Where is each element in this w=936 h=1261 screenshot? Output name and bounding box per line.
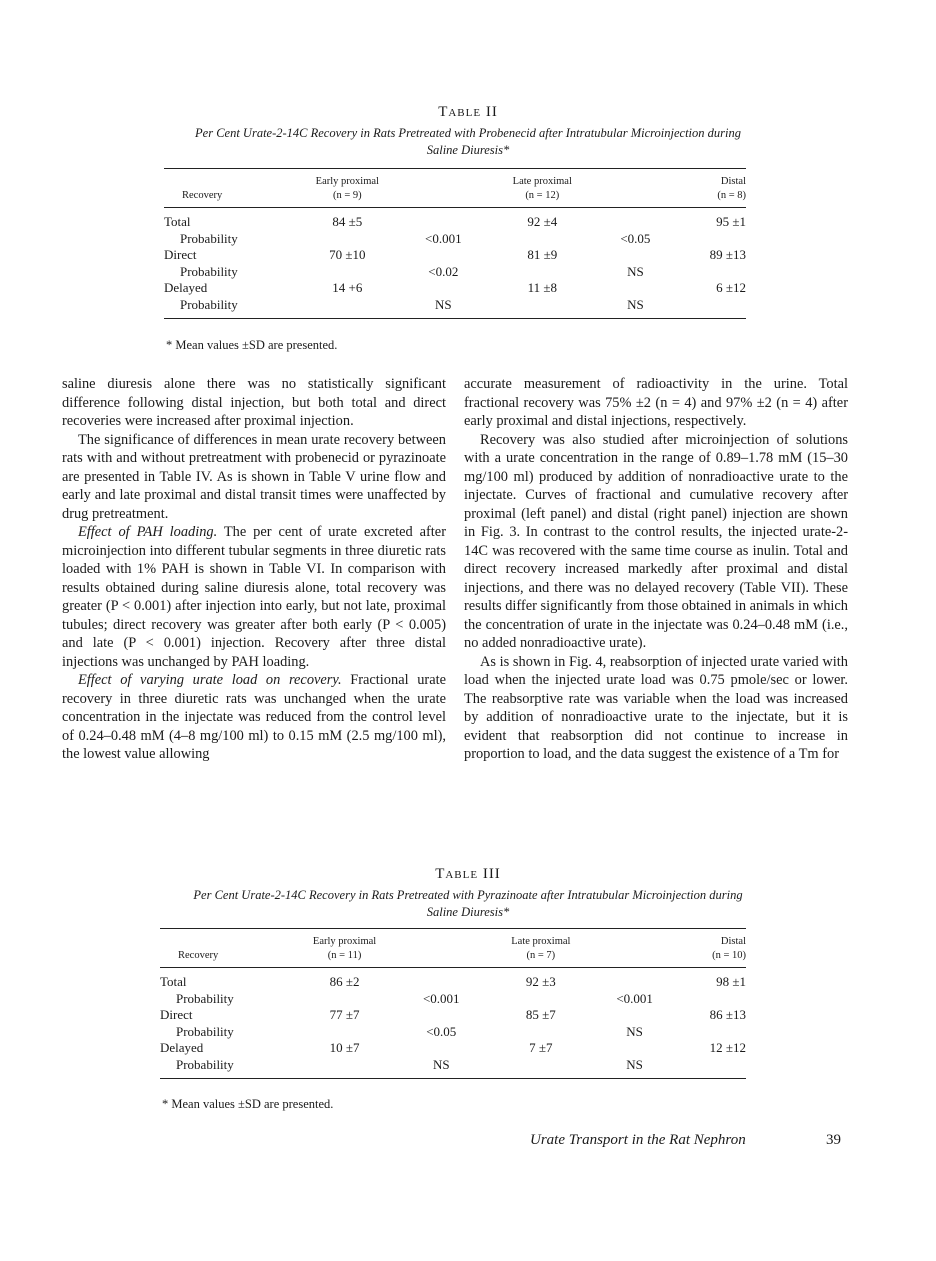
distal-value: 6 ±12 (716, 280, 746, 296)
distal-value: 95 ±1 (716, 214, 746, 229)
early-proximal-value: 86 ±2 (329, 974, 360, 989)
table-3-footnote: * Mean values ±SD are presented. (162, 1097, 334, 1111)
early-proximal-value (289, 991, 400, 1008)
header-blank (600, 169, 670, 208)
row-label: Probability (176, 990, 234, 1006)
table-title: Per Cent Urate-2-14C Recovery in Rats Pretreated with Probenecid after Intratubular Microinjection during Saline Diuresis* (195, 126, 741, 157)
header-row (160, 929, 746, 968)
early-proximal-value: 14 +6 (332, 280, 363, 296)
table-row (160, 1007, 746, 1024)
probability-early-vs-late (400, 968, 482, 991)
late-proximal-value (484, 264, 600, 281)
table-2-caption (0, 104, 936, 159)
header-recovery: Recovery (164, 169, 292, 208)
late-proximal-value: 81 ±9 (527, 247, 558, 263)
left-text-column (62, 375, 446, 764)
early-proximal-value: 77 ±7 (329, 1007, 360, 1023)
early-proximal-value (292, 231, 403, 248)
probability-early-vs-late (403, 247, 484, 264)
distal-value (670, 297, 746, 318)
early-proximal-value (292, 297, 403, 318)
table-row (164, 280, 746, 297)
row-label: Direct (164, 247, 197, 263)
header-early-proximal: Early proximal (n = 9) (292, 169, 403, 208)
table-row (160, 1024, 746, 1041)
late-proximal-value: 85 ±7 (525, 1007, 556, 1023)
paragraph: saline diuresis alone there was no statistically significant difference following distal injection, but both total and direct recoveries were increased after proximal injection. (62, 376, 446, 429)
probability-late-vs-distal: NS (599, 1057, 669, 1078)
page-number: 39 (826, 1132, 841, 1148)
early-proximal-value (289, 1024, 400, 1041)
distal-value (670, 991, 746, 1008)
probability-early-vs-late (400, 1007, 482, 1024)
probability-late-vs-distal: NS (627, 263, 644, 279)
late-proximal-value (482, 1024, 599, 1041)
late-proximal-value: 92 ±3 (525, 974, 556, 989)
probability-late-vs-distal (599, 1007, 669, 1024)
probability-early-vs-late: <0.02 (428, 263, 459, 279)
header-blank (400, 929, 482, 968)
probability-early-vs-late (400, 1040, 482, 1057)
probability-late-vs-distal (600, 247, 670, 264)
late-proximal-value: 7 ±7 (529, 1040, 553, 1056)
distal-value (670, 264, 746, 281)
paragraph: Recovery was also studied after microinjection of solutions with a urate concentration in the range of 0.89–1.78 mM (15–30 mg/100 ml) produced by addition of nonradioactive urate to the injectate. Curves of fractional and cumulative recovery after proximal (left panel) and distal (right panel) injection are shown in Fig. 3. In contrast to the control results, the injected urate-2-14C was recovered with the same time course as inulin. Total and direct recovery increased markedly after proximal and distal injections, and there was no delayed recovery (Table VII). These results differ significantly from those obtained in animals in which the concentration of urate in the injectate was 0.24–0.48 mM (i.e., no added nonradioactive urate). (464, 431, 848, 651)
probability-late-vs-distal: <0.001 (616, 990, 653, 1006)
table-row (164, 297, 746, 318)
row-label: Delayed (160, 1040, 204, 1056)
probability-early-vs-late: <0.05 (426, 1023, 457, 1039)
probability-late-vs-distal (599, 968, 669, 991)
distal-value: 98 ±1 (716, 974, 746, 989)
early-proximal-value: 70 ±10 (329, 247, 366, 263)
probability-late-vs-distal: <0.05 (620, 230, 651, 246)
late-proximal-value: 11 ±8 (527, 280, 557, 296)
table-2-footnote: * Mean values ±SD are presented. (166, 338, 338, 352)
early-proximal-value (292, 264, 403, 281)
table-row (160, 1057, 746, 1078)
distal-value: 89 ±13 (709, 247, 746, 263)
paragraph: Effect of varying urate load on recovery. Fractional urate recovery in three diuretic rats was unchanged when the urate concentration in the injectate was reduced from the control level of 0.24–0.48 mM (4–8 mg/100 ml) to 0.15 mM (2.5 mg/100 ml), the lowest value allowing (62, 672, 446, 762)
probability-early-vs-late (403, 280, 484, 297)
table-label: Table III (435, 866, 501, 882)
late-proximal-value (482, 991, 599, 1008)
late-proximal-value (484, 297, 600, 318)
late-proximal-value: 92 ±4 (527, 214, 558, 229)
late-proximal-value (484, 231, 600, 248)
table-row (164, 231, 746, 248)
early-proximal-value: 10 ±7 (329, 1040, 360, 1056)
row-label: Probability (176, 1023, 234, 1039)
header-distal: Distal (n = 8) (670, 169, 746, 208)
table-label: Table II (438, 104, 498, 120)
probability-early-vs-late: <0.001 (425, 230, 462, 246)
probability-early-vs-late: NS (403, 297, 484, 318)
probability-early-vs-late: <0.001 (422, 990, 460, 1006)
header-row (164, 169, 746, 208)
table-row (164, 208, 746, 231)
header-blank (403, 169, 484, 208)
row-label: Total (164, 214, 191, 229)
table-row (160, 1040, 746, 1057)
probability-late-vs-distal (600, 208, 670, 231)
paragraph: As is shown in Fig. 4, reabsorption of injected urate varied with load when the injected urate load was 0.75 pmole/sec or lower. The reabsorptive rate was variable when the load was increased by addition of nonradioactive urate to the injectate, but it is evident that reabsorption did not continue to increase in proportion to load, and the data suggest the existence of a Tm for (464, 653, 848, 762)
header-late-proximal: Late proximal (n = 12) (484, 169, 600, 208)
distal-value (670, 1024, 746, 1041)
probability-early-vs-late: NS (400, 1057, 482, 1078)
table-row (164, 247, 746, 264)
table-title: Per Cent Urate-2-14C Recovery in Rats Pretreated with Pyrazinoate after Intratubular Microinjection during Saline Diuresis* (193, 888, 743, 919)
row-label: Delayed (164, 280, 208, 296)
header-distal: Distal (n = 10) (670, 929, 746, 968)
early-proximal-value: 84 ±5 (332, 214, 363, 229)
right-text-column (464, 375, 848, 764)
section-heading: Effect of PAH loading. (78, 524, 218, 540)
probability-early-vs-late (403, 208, 484, 231)
probability-late-vs-distal: NS (626, 1023, 643, 1039)
late-proximal-value (482, 1057, 599, 1078)
section-heading: Effect of varying urate load on recovery. (78, 672, 342, 688)
table-row (164, 264, 746, 281)
probability-late-vs-distal (600, 280, 670, 297)
table-3 (160, 928, 746, 1079)
paragraph: Effect of PAH loading. The per cent of urate excreted after microinjection into different tubular segments in three diuretic rats loaded with 1% PAH is shown in Table VI. In comparison with results obtained during saline diuresis alone, total recovery was greater (P < 0.001) after injection into early, but not late, proximal tubules; direct recovery was greater after both early (P < 0.005) and late (P < 0.001) injection. Recovery after three distal injections was unchanged by PAH loading. (62, 524, 446, 670)
distal-value: 12 ±12 (709, 1040, 746, 1056)
row-label: Probability (180, 263, 238, 279)
table-row (160, 968, 746, 991)
distal-value (670, 231, 746, 248)
row-label: Probability (180, 230, 238, 246)
running-head: Urate Transport in the Rat Nephron (530, 1132, 746, 1148)
table-3-caption (0, 866, 936, 921)
probability-late-vs-distal: NS (600, 297, 670, 318)
distal-value: 86 ±13 (709, 1007, 746, 1023)
table-2 (164, 168, 746, 319)
row-label: Total (160, 974, 187, 989)
distal-value (670, 1057, 746, 1078)
table-row (160, 991, 746, 1008)
probability-late-vs-distal (599, 1040, 669, 1057)
header-blank (599, 929, 669, 968)
row-label: Probability (160, 1057, 289, 1078)
early-proximal-value (289, 1057, 400, 1078)
row-label: Probability (164, 297, 292, 318)
paragraph: accurate measurement of radioactivity in the urine. Total fractional recovery was 75% ±2 (n = 4) and 97% ±2 (n = 4) after early proximal and distal injections, respectively. (464, 376, 848, 429)
header-recovery: Recovery (160, 929, 289, 968)
paragraph: The significance of differences in mean urate recovery between rats with and without pretreatment with probenecid or pyrazinoate are presented in Table IV. As is shown in Table V urine flow and early and late proximal and distal transit times were unaffected by drug pretreatment. (62, 431, 446, 522)
header-late-proximal: Late proximal (n = 7) (482, 929, 599, 968)
header-early-proximal: Early proximal (n = 11) (289, 929, 400, 968)
row-label: Direct (160, 1007, 193, 1023)
